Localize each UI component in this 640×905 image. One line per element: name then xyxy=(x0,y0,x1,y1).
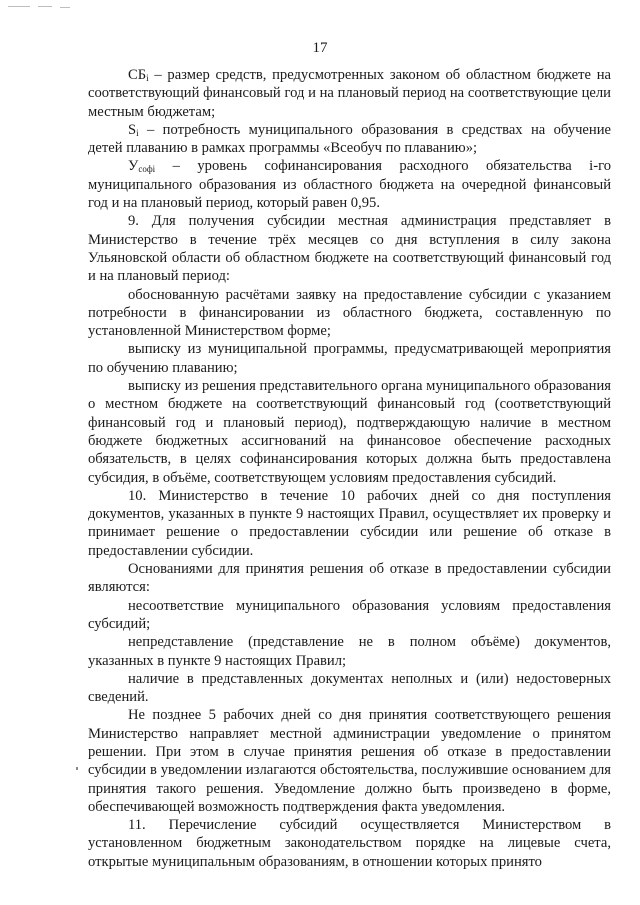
paragraph-clause-10: 10. Министерство в течение 10 рабочих дней со дня поступления документов, указанных в пункте 9 настоящих Правил, осуществляет их проверку и принимает решение о предоставлении субсидии или решение об отказе в предоставлении субсидии. xyxy=(88,487,611,559)
paragraph-text: – уровень софинансирования расходного обязательства i-го муниципального образования из областного бюджета на очередной финансовый год и на плановый период, который равен 0,95. xyxy=(88,158,611,212)
paragraph-clause-10-ground-missing-docs: непредставление (представление не в полном объёме) документов, указанных в пункте 9 настоящих Правил; xyxy=(88,634,611,669)
document-body xyxy=(88,66,611,871)
scan-artifact-top-2 xyxy=(38,6,52,7)
symbol-s: S xyxy=(128,121,137,138)
paragraph-clause-9-item-application: обоснованную расчётами заявку на предоставление субсидии с указанием потребности в финансировании из областного бюджета, составленную по установленной Министерством форме; xyxy=(88,286,611,340)
scan-artifact-top-3 xyxy=(60,7,70,8)
paragraph-clause-9-item-budget-extract: выписку из решения представительного органа муниципального образования о местном бюджете на соответствующий финансовый год (соответствующий финансовый год и плановый период), подтверждающую наличие в местном бюджете бюджетных ассигнований на финансовое обеспечение расходных обязательств, в целях софинансирования которых должна быть предоставлена субсидия, в объёме, соответствующем условиям предоставления субсидий. xyxy=(88,378,611,486)
paragraph-clause-10-ground-mismatch: несоответствие муниципального образования условиям предоставления субсидий; xyxy=(88,597,611,632)
paragraph-text: – размер средств, предусмотренных законом об областном бюджете на соответствующий финансовый год и на плановый период на соответствующие цели местным бюджетам; xyxy=(88,67,611,120)
symbol-s-subscript: i xyxy=(136,127,139,138)
symbol-u: У xyxy=(128,158,139,175)
paragraph-s-definition xyxy=(88,121,611,158)
symbol-sb-subscript: i xyxy=(146,73,149,83)
paragraph-clause-9: 9. Для получения субсидии местная администрация представляет в Министерство в течение трёх месяцев со дня вступления в силу закона Ульяновской области об областном бюджете на соответствующий финансовый год и на плановый период: xyxy=(88,213,611,285)
paragraph-clause-9-item-program-extract: выписку из муниципальной программы, предусматривающей мероприятия по обучению плаванию; xyxy=(88,341,611,376)
page-number: 17 xyxy=(312,40,328,56)
paragraph-clause-11: 11. Перечисление субсидий осуществляется Министерством в установленном бюджетным законодательством порядке на лицевые счета, открытые муниципальным образованиям, в отношении которых принято xyxy=(88,817,611,870)
paragraph-clause-10-grounds: Основаниями для принятия решения об отказе в предоставлении субсидии являются: xyxy=(88,561,611,596)
symbol-u-subscript: софi xyxy=(138,164,156,175)
paragraph-u-definition xyxy=(88,157,611,212)
paragraph-clause-10-notification: Не позднее 5 рабочих дней со дня принятия соответствующего решения Министерство направляет местной администрации уведомление о принятом решении. При этом в случае принятия решения об отказе в предоставлении субсидии в уведомлении излагаются обстоятельства, послужившие основанием для принятия такого решения. Уведомление должно быть произведено в форме, обеспечивающей возможность подтверждения факта уведомления. xyxy=(88,707,611,815)
scan-artifact-top xyxy=(8,6,30,7)
paragraph-clause-10-ground-false-info: наличие в представленных документах неполных и (или) недостоверных сведений. xyxy=(88,670,611,706)
paragraph-sb-definition xyxy=(88,66,611,121)
symbol-sb: СБ xyxy=(128,67,147,83)
scan-artifact-margin-dot xyxy=(76,767,78,770)
paragraph-text: – потребность муниципального образования в средствах на обучение детей плаванию в рамках программы «Всеобуч по плаванию»; xyxy=(88,121,611,157)
